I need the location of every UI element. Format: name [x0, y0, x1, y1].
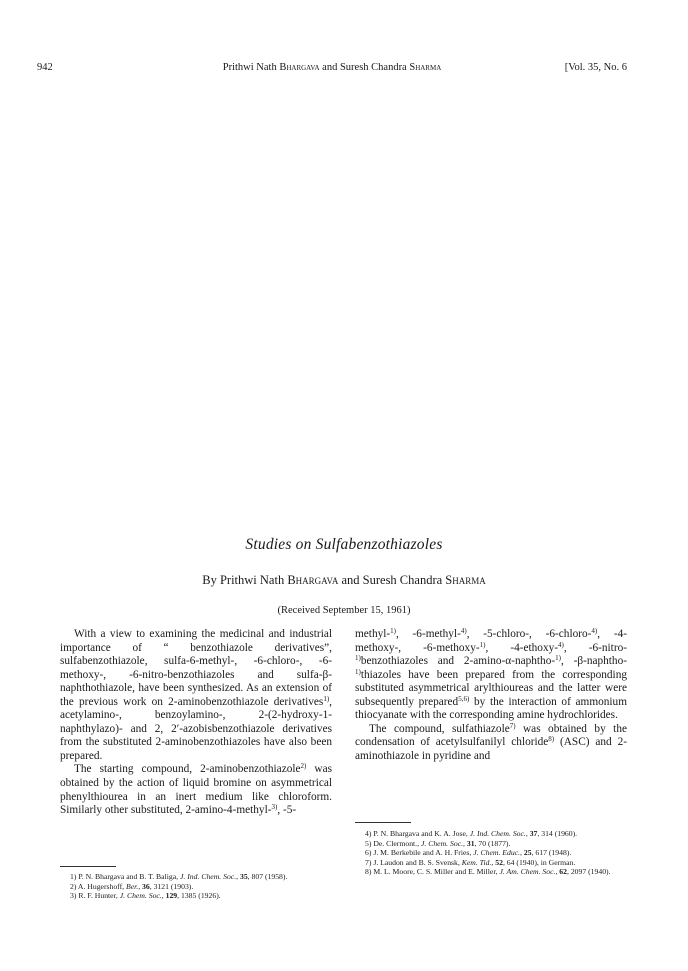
- citation-ref: 3): [271, 803, 278, 812]
- running-author1-name: Prithwi Nath: [222, 62, 280, 73]
- footnotes-left: [60, 872, 332, 901]
- footnote-item: [60, 891, 332, 901]
- citation-ref: 1): [355, 667, 361, 676]
- footnote-sep: ,: [555, 867, 560, 877]
- citation-ref: 5,6): [458, 694, 470, 703]
- footnote-item: [60, 872, 332, 882]
- footnote-volume: 37: [529, 829, 538, 838]
- byline-surname-2: Sharma: [445, 573, 486, 587]
- text-run: was obtained by the condensation of acetylsulfanilyl chloride: [355, 722, 627, 749]
- paragraph: [60, 763, 332, 817]
- text-run: , -5-chloro-, -6-chloro-: [466, 628, 592, 640]
- footnote-text: 7) J. Laudon and B. S. Svensk,: [365, 857, 462, 867]
- citation-ref: 7): [509, 721, 516, 730]
- footnotes-right: [355, 829, 627, 877]
- footnote-item: [355, 858, 627, 868]
- running-header: [37, 61, 627, 75]
- footnote-sep: ,: [236, 872, 240, 881]
- citation-ref: 1): [323, 694, 330, 703]
- footnote-volume: 36: [142, 881, 150, 891]
- footnote-volume: 25: [523, 848, 532, 858]
- volume-info: [Vol. 35, No. 6: [564, 62, 627, 73]
- citation-ref: 2): [300, 762, 307, 771]
- footnote-text: , 2097 (1940).: [566, 867, 611, 877]
- footnote-volume: 52: [495, 857, 503, 867]
- footnote-volume: 62: [559, 867, 567, 877]
- text-run: benzothiazoles and 2-amino-α-naphtho-: [360, 655, 556, 668]
- citation-ref: 1): [555, 654, 561, 663]
- byline-surname-1: Bhargava: [287, 573, 339, 587]
- citation-ref: 4): [558, 640, 564, 649]
- footnote-journal: J. Chem. Soc.: [420, 838, 463, 848]
- text-run: , -β-naphtho-: [560, 655, 627, 668]
- running-author1-surname: Bhargava: [279, 62, 320, 73]
- paragraph: [355, 628, 627, 723]
- footnote-item: [355, 867, 627, 877]
- footnote-text: 3) R. F. Hunter,: [70, 891, 120, 901]
- paragraph: [355, 723, 627, 764]
- footnote-text: , 70 (1877).: [474, 838, 511, 848]
- footnote-text: 8) M. L. Moore, C. S. Miller and E. Miller,: [365, 867, 500, 877]
- citation-ref: 1): [355, 654, 361, 663]
- running-authors: [37, 61, 627, 75]
- footnote-journal: Ber.: [126, 881, 139, 891]
- citation-ref: 4): [591, 627, 598, 635]
- footnote-text: , 807 (1958).: [247, 872, 288, 881]
- text-run: by the interaction of ammonium thiocyanate with the corresponding amine hydrochlorides.: [355, 695, 627, 722]
- text-run: , acetylamino-, benzoylamino-, 2-(2-hydroxy-1-naphthylazo)- and 2, 2′-azobisbenzothiazole derivatives from the substituted 2-aminobenzothiazoles have also been prepared.: [60, 695, 332, 762]
- footnote-text: , 314 (1960).: [537, 829, 578, 838]
- citation-ref: 8): [548, 735, 555, 744]
- text-run: With a view to examining the medicinal and industrial importance of “ benzothiazole derivatives”, sulfabenzothiazole, sulfa-6-methyl-, -6-chloro-, -6-methoxy-, -6-nitro-benzothiazoles and sulfa-β-naphthothiazole, have been synthesized. As an extension of the previous work on 2-aminobenzothiazole derivatives: [60, 628, 332, 708]
- footnote-text: 6) J. M. Berkebile and A. H. Fries,: [365, 848, 474, 858]
- text-run: (ASC) and 2-aminothiazole in pyridine and: [355, 736, 627, 762]
- footnote-rule-left: [60, 866, 116, 867]
- text-run: , -4-methoxy-, -6-methoxy-: [355, 628, 627, 654]
- footnote-journal: J. Ind. Chem. Soc.: [179, 872, 237, 881]
- footnote-rule-right: [355, 822, 411, 823]
- footnote-text: 5) De. Clermont.,: [365, 838, 421, 848]
- byline-and: and Suresh Chandra: [338, 573, 446, 587]
- footnote-text: , 617 (1948).: [531, 848, 572, 858]
- left-column: [60, 628, 332, 818]
- footnote-sep: ,: [520, 848, 524, 858]
- footnote-journal: Kem. Tid.: [461, 857, 492, 867]
- page-number: 942: [37, 62, 53, 73]
- text-run: The compound, sulfathiazole: [369, 722, 510, 735]
- text-run: , -6-methyl-: [395, 628, 461, 640]
- citation-ref: 4): [460, 627, 467, 635]
- footnote-item: [355, 848, 627, 858]
- received-date: (Received September 15, 1961): [277, 605, 411, 616]
- text-run: , -5-: [277, 804, 297, 817]
- footnote-volume: 35: [239, 872, 248, 881]
- text-run: , -6-nitro-: [563, 641, 627, 654]
- footnote-sep: ,: [138, 881, 143, 891]
- footnote-text: , 64 (1940), in German.: [502, 857, 576, 867]
- footnote-volume: 31: [466, 838, 475, 848]
- footnote-sep: ,: [525, 829, 530, 838]
- text-run: , -4-ethoxy-: [485, 641, 559, 654]
- byline-prefix: By Prithwi Nath: [202, 573, 288, 587]
- article-title: Studies on Sulfabenzothiazoles: [245, 536, 443, 553]
- footnote-journal: J. Am. Chem. Soc.: [499, 867, 556, 877]
- footnote-text: 1) P. N. Bhargava and B. T. Baliga,: [70, 872, 180, 881]
- footnote-volume: 129: [165, 891, 178, 901]
- running-author2-surname: Sharma: [409, 62, 442, 73]
- citation-ref: 1): [479, 640, 486, 649]
- text-run: was obtained by the action of liquid bromine on asymmetrical phenylthiourea in an inert medium like chloroform. Similarly other substituted, 2-amino-4-methyl-: [60, 763, 332, 817]
- footnote-item: [355, 839, 627, 849]
- footnote-item: [60, 882, 332, 892]
- footnote-journal: J. Ind. Chem. Soc.: [469, 829, 526, 838]
- footnote-text: 2) A. Hugershoff,: [70, 881, 127, 891]
- text-run: thiazoles have been prepared from the corresponding substituted asymmetrical arylthioureas and the latter were subsequently prepared: [355, 668, 627, 708]
- text-run: methyl-: [355, 628, 391, 640]
- footnote-sep: ,: [491, 857, 496, 867]
- right-column: [355, 628, 627, 763]
- byline: [0, 573, 688, 588]
- footnote-text: 4) P. N. Bhargava and K. A. Jose,: [365, 829, 470, 838]
- running-and: and Suresh Chandra: [319, 62, 410, 73]
- footnote-sep: ,: [463, 838, 467, 848]
- footnote-journal: J. Chem. Educ.: [473, 848, 521, 858]
- footnote-sep: ,: [161, 891, 166, 901]
- footnote-text: , 3121 (1903).: [149, 881, 194, 891]
- footnote-item: [355, 829, 627, 839]
- text-run: The starting compound, 2-aminobenzothiazole: [74, 763, 301, 776]
- footnote-journal: J. Chem. Soc.: [119, 891, 162, 901]
- citation-ref: 1): [390, 627, 396, 635]
- footnote-text: , 1385 (1926).: [177, 891, 221, 901]
- paragraph: [60, 628, 332, 763]
